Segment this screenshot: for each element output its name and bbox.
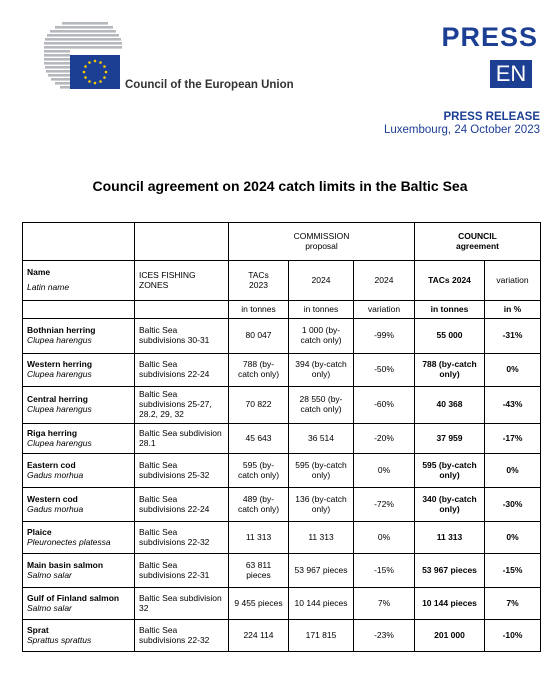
variation-cell: -17% — [485, 424, 541, 454]
species-name: Plaice — [27, 526, 52, 537]
variation-cell: -30% — [485, 488, 541, 522]
proposal-variation-cell: 0% — [354, 522, 415, 554]
zones-cell: Baltic Sea subdivisions 22-31 — [135, 554, 229, 588]
unit-cell: variation — [354, 301, 415, 319]
proposal-variation-cell: -50% — [354, 354, 415, 387]
proposal-2024-column-header: 2024 — [289, 261, 354, 301]
variation-column-header: variation — [485, 261, 541, 301]
species-cell — [23, 588, 135, 620]
species-latin-name: Clupea harengus — [27, 437, 92, 448]
table-row — [23, 588, 541, 620]
variation-cell: -43% — [485, 387, 541, 424]
tac-2024-cell: 788 (by-catch only) — [415, 354, 485, 387]
press-label: PRESS — [441, 22, 538, 52]
zones-cell: Baltic Sea subdivisions 25-27, 28.2, 29, 32 — [135, 387, 229, 424]
species-name: Eastern cod — [27, 459, 76, 470]
tac-2023-cell: 70 822 — [229, 387, 289, 424]
tac-2024-cell: 53 967 pieces — [415, 554, 485, 588]
table-row — [23, 319, 541, 354]
species-latin-name: Sprattus sprattus — [27, 634, 92, 645]
empty-cell — [135, 223, 229, 261]
species-cell — [23, 554, 135, 588]
variation-cell: 0% — [485, 354, 541, 387]
tac-2023-cell: 11 313 — [229, 522, 289, 554]
tac-2024-cell: 37 959 — [415, 424, 485, 454]
proposal-variation-column-header: 2024 — [354, 261, 415, 301]
proposal-variation-cell: -60% — [354, 387, 415, 424]
proposal-variation-cell: -99% — [354, 319, 415, 354]
tac-2024-cell: 201 000 — [415, 620, 485, 652]
empty-cell — [23, 223, 135, 261]
tac-2023-cell: 9 455 pieces — [229, 588, 289, 620]
commission-group-header: COMMISSION proposal — [229, 223, 415, 261]
species-latin-name: Clupea harengus — [27, 404, 92, 414]
species-latin-name: Gadus morhua — [27, 503, 84, 514]
table-row — [23, 454, 541, 488]
table-row — [23, 354, 541, 387]
zones-column-header: ICES FISHING ZONES — [135, 261, 229, 301]
council-logo — [40, 22, 300, 102]
tac-2024-column-header: TACs 2024 — [415, 261, 485, 301]
proposal-2024-cell: 53 967 pieces — [289, 554, 354, 588]
species-cell — [23, 488, 135, 522]
table-row — [23, 488, 541, 522]
zones-cell: Baltic Sea subdivisions 25-32 — [135, 454, 229, 488]
zones-cell: Baltic Sea subdivisions 22-32 — [135, 522, 229, 554]
species-latin-name: Salmo salar — [27, 569, 72, 580]
proposal-2024-cell: 171 815 — [289, 620, 354, 652]
variation-cell: -10% — [485, 620, 541, 652]
species-name: Western cod — [27, 493, 78, 504]
proposal-2024-cell: 10 144 pieces — [289, 588, 354, 620]
table-row — [23, 620, 541, 652]
tac-2024-cell: 10 144 pieces — [415, 588, 485, 620]
tac-2023-cell: 80 047 — [229, 319, 289, 354]
proposal-2024-cell: 394 (by-catch only) — [289, 354, 354, 387]
unit-cell: in tonnes — [229, 301, 289, 319]
proposal-variation-cell: -20% — [354, 424, 415, 454]
species-name: Main basin salmon — [27, 559, 104, 570]
tac-2023-cell: 45 643 — [229, 424, 289, 454]
species-latin-name: Clupea harengus — [27, 335, 92, 345]
species-name: Gulf of Finland salmon — [27, 592, 120, 603]
catch-limits-table — [22, 222, 541, 652]
tac-2024-cell: 11 313 — [415, 522, 485, 554]
table-row — [23, 387, 541, 424]
table-row — [23, 424, 541, 454]
species-cell — [23, 522, 135, 554]
tac-2023-cell: 63 811 pieces — [229, 554, 289, 588]
species-cell — [23, 424, 135, 454]
units-row — [23, 301, 541, 319]
zones-cell: Baltic Sea subdivision 28.1 — [135, 424, 229, 454]
species-cell — [23, 454, 135, 488]
proposal-2024-cell: 11 313 — [289, 522, 354, 554]
name-column-header: Name Latin name — [23, 261, 135, 301]
table-row — [23, 522, 541, 554]
tac-2023-cell: 788 (by-catch only) — [229, 354, 289, 387]
unit-cell: in tonnes — [415, 301, 485, 319]
proposal-variation-cell: 0% — [354, 454, 415, 488]
tac-2023-cell: 224 114 — [229, 620, 289, 652]
species-name: Bothnian herring — [27, 325, 96, 336]
species-cell — [23, 387, 135, 424]
tac-2024-cell: 340 (by-catch only) — [415, 488, 485, 522]
empty-cell — [135, 301, 229, 319]
organisation-name: Council of the European Union — [125, 79, 294, 91]
tac-2024-cell: 40 368 — [415, 387, 485, 424]
zones-cell: Baltic Sea subdivision 32 — [135, 588, 229, 620]
release-place-date: Luxembourg, 24 October 2023 — [384, 124, 540, 136]
document-title: Council agreement on 2024 catch limits in the Baltic Sea — [92, 178, 468, 194]
species-name: Sprat — [27, 624, 49, 635]
unit-cell: in % — [485, 301, 541, 319]
proposal-variation-cell: -15% — [354, 554, 415, 588]
table-row — [23, 554, 541, 588]
release-type: PRESS RELEASE — [443, 111, 540, 123]
group-header-row — [23, 223, 541, 261]
unit-cell: in tonnes — [289, 301, 354, 319]
zones-cell: Baltic Sea subdivisions 22-24 — [135, 354, 229, 387]
species-cell — [23, 620, 135, 652]
species-cell — [23, 354, 135, 387]
empty-cell — [23, 301, 135, 319]
zones-cell: Baltic Sea subdivisions 22-24 — [135, 488, 229, 522]
tac-2023-cell: 595 (by-catch only) — [229, 454, 289, 488]
species-latin-name: Pleuronectes platessa — [27, 536, 111, 547]
proposal-variation-cell: 7% — [354, 588, 415, 620]
proposal-variation-cell: -72% — [354, 488, 415, 522]
tac-2024-cell: 55 000 — [415, 319, 485, 354]
variation-cell: 7% — [485, 588, 541, 620]
species-name: Riga herring — [27, 427, 78, 438]
eu-flag-icon — [70, 55, 120, 89]
species-latin-name: Clupea harengus — [27, 369, 92, 379]
proposal-variation-cell: -23% — [354, 620, 415, 652]
variation-cell: 0% — [485, 522, 541, 554]
proposal-2024-cell: 136 (by-catch only) — [289, 488, 354, 522]
proposal-2024-cell: 595 (by-catch only) — [289, 454, 354, 488]
language-badge: EN — [490, 60, 532, 88]
council-group-header: COUNCIL agreement — [415, 223, 541, 261]
proposal-2024-cell: 36 514 — [289, 424, 354, 454]
variation-cell: -31% — [485, 319, 541, 354]
tac-2023-cell: 489 (by-catch only) — [229, 488, 289, 522]
zones-cell: Baltic Sea subdivisions 30-31 — [135, 319, 229, 354]
zones-cell: Baltic Sea subdivisions 22-32 — [135, 620, 229, 652]
tac-2023-column-header: TACs 2023 — [229, 261, 289, 301]
species-cell — [23, 319, 135, 354]
species-name: Western herring — [27, 359, 93, 370]
species-name: Central herring — [27, 394, 88, 405]
proposal-2024-cell: 28 550 (by-catch only) — [289, 387, 354, 424]
column-header-row — [23, 261, 541, 301]
variation-cell: 0% — [485, 454, 541, 488]
species-latin-name: Gadus morhua — [27, 469, 84, 480]
tac-2024-cell: 595 (by-catch only) — [415, 454, 485, 488]
species-latin-name: Salmo salar — [27, 602, 72, 613]
proposal-2024-cell: 1 000 (by-catch only) — [289, 319, 354, 354]
stock-rows — [23, 319, 541, 652]
variation-cell: -15% — [485, 554, 541, 588]
